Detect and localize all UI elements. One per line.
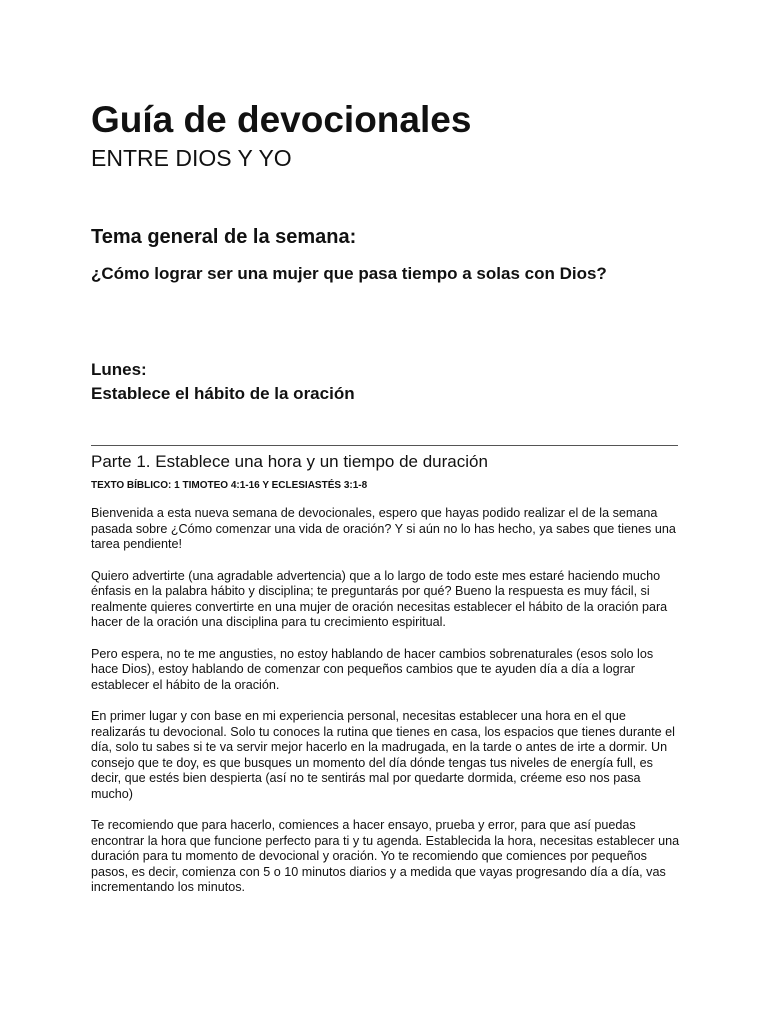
body-text <box>91 506 681 912</box>
day-label: Lunes: <box>91 360 147 379</box>
day-heading <box>91 358 355 406</box>
document-title: Guía de devocionales <box>91 99 472 140</box>
part-title: Parte 1. Establece una hora y un tiempo de duración <box>91 452 488 471</box>
weekly-theme-heading: Tema general de la semana: <box>91 226 357 248</box>
document-subtitle: ENTRE DIOS Y YO <box>91 145 292 171</box>
day-topic: Establece el hábito de la oración <box>91 384 355 403</box>
paragraph: Quiero advertirte (una agradable advertencia) que a lo largo de todo este mes estaré haciendo mucho énfasis en la palabra hábito y disciplina; te preguntarás por qué? Bueno la respuesta es muy fácil, si realmente quieres convertirte en una mujer de oración necesitas establecer el hábito de la oración para hacer de la oración una disciplina para tu crecimiento espiritual. <box>91 568 668 629</box>
paragraph: Te recomiendo que para hacerlo, comiences a hacer ensayo, prueba y error, para que así puedas encontrar la hora que funcione perfecto para ti y tu agenda. Establecida la hora, necesitas establecer una duración para tu momento de devocional y oración. Yo te recomiendo que comiences por pequeños pasos, es decir, comienza con 5 o 10 minutos diarios y a medida que vayas progresando día a día, vas incrementando los minutos. <box>91 818 680 894</box>
paragraph: Bienvenida a esta nueva semana de devocionales, espero que hayas podido realizar el de la semana pasada sobre ¿Cómo comenzar una vida de oración? Y si aún no lo has hecho, ya sabes que tienes una tarea pendiente! <box>91 506 676 551</box>
paragraph: En primer lugar y con base en mi experiencia personal, necesitas establecer una hora en el que realizarás tu devocional. Solo tu conoces la rutina que tienes en casa, los espacios que tienes durante el día, solo tu sabes si te va servir mejor hacerlo en la madrugada, en la tarde o antes de irte a dormir. Un consejo que te doy, es que busques un momento del día dónde tengas tus niveles de energía full, es decir, que estés bien despierta (así no te sentirás mal por quedarte dormida, créeme eso nos pasa mucho) <box>91 709 675 801</box>
paragraph: Pero espera, no te me angusties, no estoy hablando de hacer cambios sobrenaturales (esos solo los hace Dios), estoy hablando de comenzar con pequeños cambios que te ayuden día a día a lograr establecer el hábito de la oración. <box>91 646 654 692</box>
section-divider <box>91 445 678 446</box>
weekly-theme-question: ¿Cómo lograr ser una mujer que pasa tiempo a solas con Dios? <box>91 264 607 283</box>
scripture-reference: TEXTO BÍBLICO: 1 TIMOTEO 4:1-16 Y ECLESIASTÉS 3:1-8 <box>91 480 368 491</box>
